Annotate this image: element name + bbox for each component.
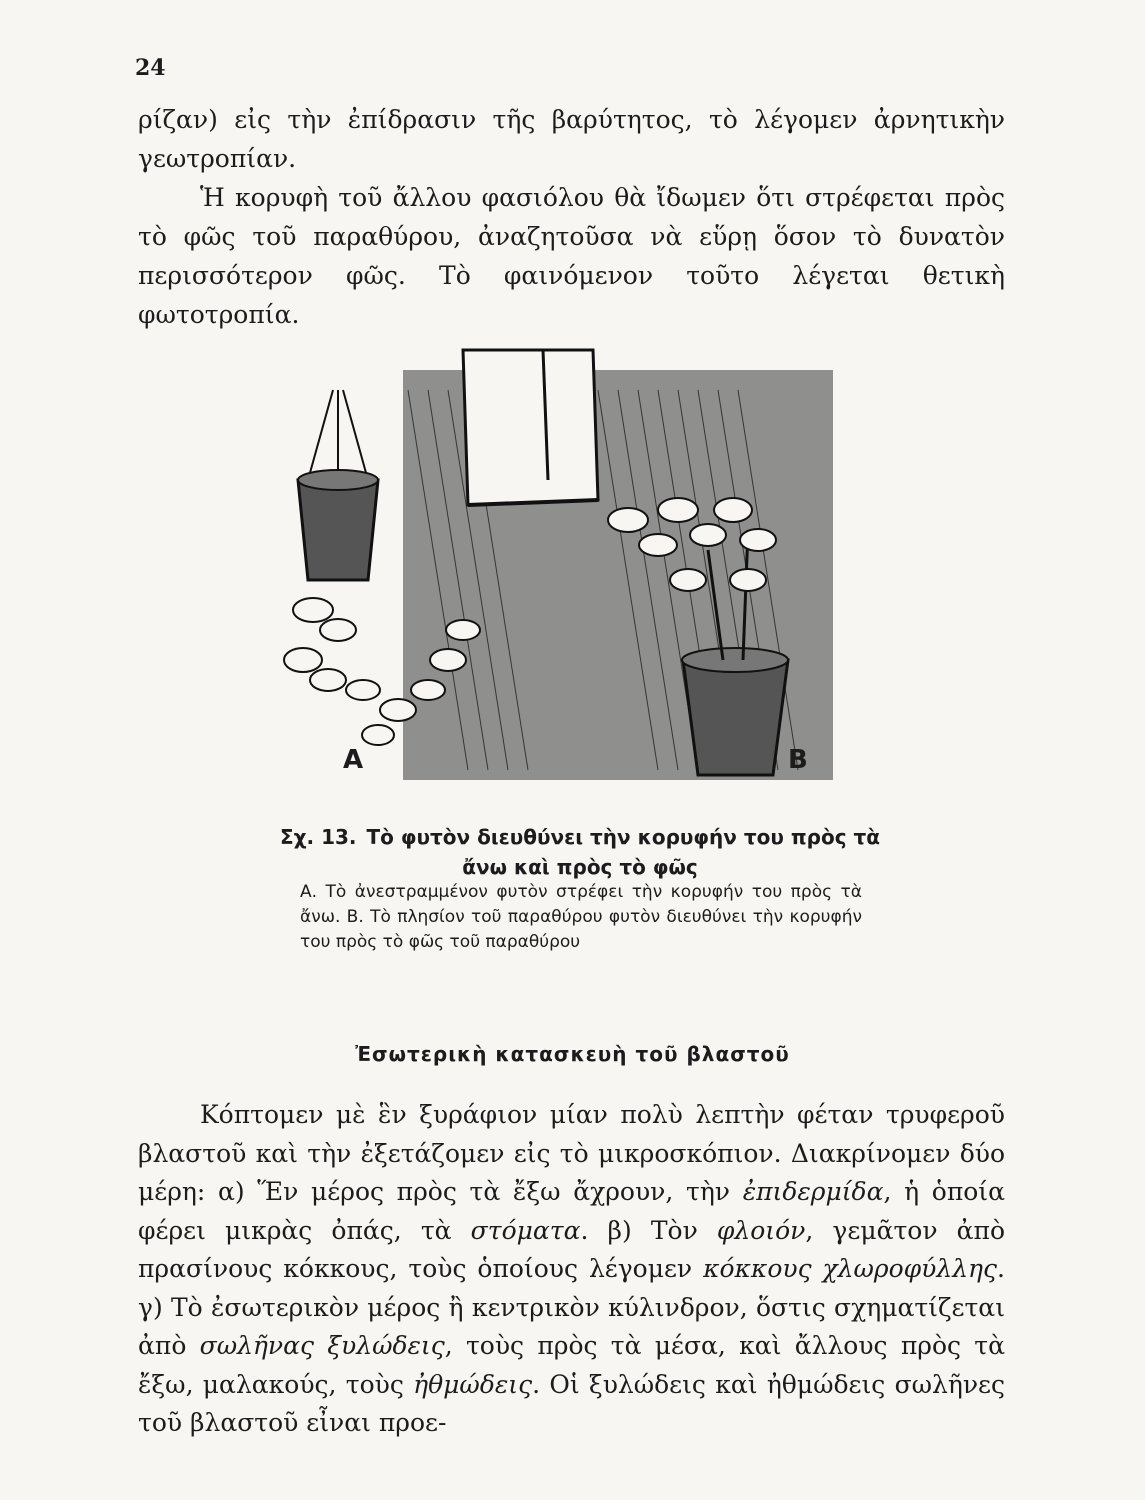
paragraph2-text: Ἡ κορυφὴ τοῦ ἄλλου φασιόλου θὰ ἴδωμεν ὅτι στρέφεται πρὸς τὸ φῶς τοῦ παραθύρου, ἀναζητοῦσα νὰ εὕρῃ ὅσον τὸ δυνατὸν περισσότερον φῶς. Τὸ φαινόμενον τοῦτο λέγεται θετικὴ φωτοτροπία. [138, 183, 1005, 329]
p3-text-3: . β) Τὸν [580, 1215, 717, 1245]
p3-term-stomata: στόματα [470, 1215, 581, 1245]
p3-term-phloem: ἠθμώδεις [413, 1369, 533, 1399]
figure-caption-body: Α. Τὸ ἀνεστραμμένον φυτὸν στρέφει τὴν κορυφήν του πρὸς τὰ ἄνω. Β. Τὸ πλησίον τοῦ παραθύρου φυτὸν διευθύνει τὴν κορυφήν του πρὸς τὸ φῶς τοῦ παραθύρου [300, 882, 862, 952]
figure-label-a: A [343, 745, 364, 775]
paragraph-gravitropism [138, 100, 1005, 334]
plants-drawing [268, 330, 888, 780]
p3-text-2: , ἡ ὁποία φέρει μικρὰς ὀπάς, τὰ [138, 1177, 1005, 1245]
p3-text-1: Κόπτομεν μὲ ἓν ξυράφιον μίαν πολὺ λεπτὴν φέταν τρυφεροῦ βλαστοῦ καὶ τὴν ἐξετάζομεν εἰς τὸ μικροσκόπιον. Διακρίνομεν δύο μέρη: α) Ἕν μέρος πρὸς τὰ ἔξω ἄχρουν, τὴν [138, 1100, 1005, 1206]
p3-text-4: , γεμᾶτον ἀπὸ πρασίνους κόκκους, τοὺς ὁποίους λέγομεν [138, 1215, 1006, 1283]
p3-term-chlorophyll: κόκκους χλωροφύλλης [703, 1254, 998, 1283]
figure-plants-illustration [268, 330, 888, 780]
p3-term-bark: φλοιόν [716, 1215, 806, 1245]
p3-text-7: . Οἱ ξυλώδεις καὶ ἠθμώδεις σωλῆνες τοῦ βλαστοῦ εἶναι προε- [138, 1369, 1005, 1437]
figure-caption-title [270, 822, 890, 882]
paragraph-stem-structure [138, 1096, 1005, 1443]
figure-title: Τὸ φυτὸν διευθύνει τὴν κορυφήν του πρὸς τὰ ἄνω καὶ πρὸς τὸ φῶς [366, 825, 881, 879]
p3-term-xylem: σωλῆνας ξυλώδεις [199, 1331, 445, 1360]
p3-text-6: , τοὺς πρὸς τὰ μέσα, καὶ ἄλλους πρὸς τὰ ἔξω, μαλακούς, τοὺς [138, 1331, 1005, 1399]
p3-term-epidermis: ἐπιδερμίδα [742, 1177, 884, 1206]
p3-text-5: . γ) Τὸ ἐσωτερικὸν μέρος ἢ κεντρικὸν κύλινδρον, ὅστις σχηματίζεται ἀπὸ [138, 1254, 1005, 1360]
figure-label-b: B [788, 745, 808, 775]
page-number: 24 [135, 55, 166, 81]
figure-number: Σχ. 13. [279, 825, 357, 849]
paragraph1-text: ρίζαν) εἰς τὴν ἐπίδρασιν τῆς βαρύτητος, τὸ λέγομεν ἀρνητικὴν γεωτροπίαν. [138, 105, 1005, 173]
section-heading: Ἐσωτερικὴ κατασκευὴ τοῦ βλαστοῦ [355, 1042, 790, 1066]
hanging-pot-a [298, 390, 378, 580]
